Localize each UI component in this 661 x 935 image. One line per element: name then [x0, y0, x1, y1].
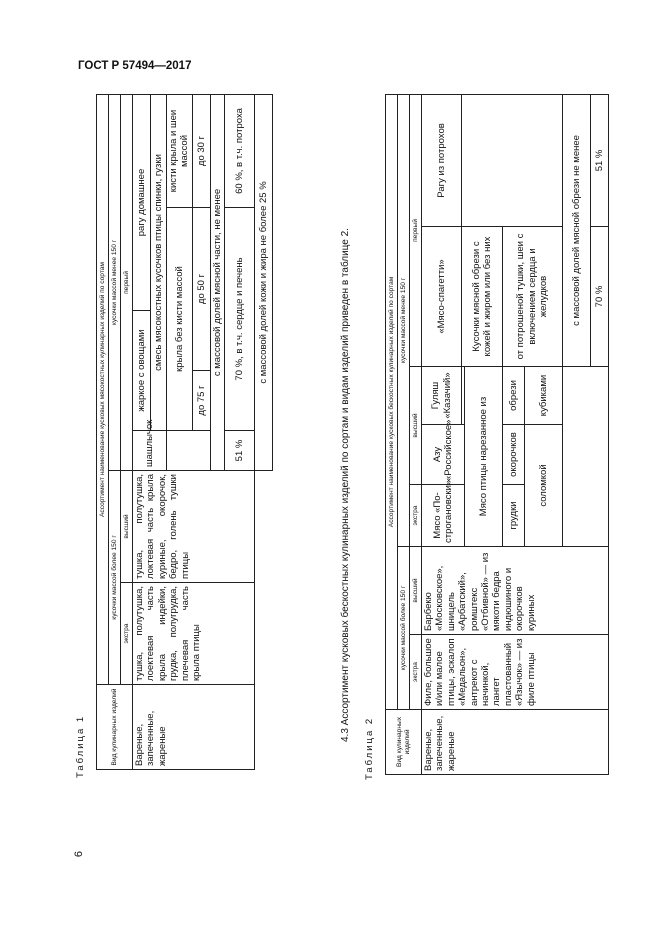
t1-group-less: кусочки массой менее 150 г [109, 95, 121, 471]
t1-grade-high: высший [121, 471, 133, 583]
t2-obrezy: обрези [503, 367, 525, 425]
t2-spaghetti: «Мясо-спагетти» [422, 227, 462, 367]
t1-d50: до 50 г [192, 208, 210, 371]
t2-from-carcass: от потрошеной тушки, шеи с включением сердца и желудков [503, 227, 563, 367]
t1-mix: смесь мясокостных кусочков птицы спинки, гузки [151, 95, 167, 431]
t2-col-type: Вид кулинарных изделий [386, 710, 422, 775]
t1-kisti: кисти крыла и шеи массой [167, 95, 193, 208]
t1-group-more: кусочки массой более 150 г [109, 471, 121, 685]
t2-grade-high: высший [410, 547, 422, 635]
t2-okor: окорочков [503, 425, 525, 485]
t1-meat-note: с массовой долей мясной части, не менее [210, 95, 224, 471]
t2-kubiki: кубиками [525, 367, 563, 425]
t1-skin: с массовой долей кожи и жира не более 25 % [255, 95, 273, 471]
t2-ragu: Рагу из потрохов [422, 94, 462, 226]
note-4-3: 4.3 Ассортимент кусковых бескостных кулинарных изделий по сортам и видам изделий приведен в таблице 2. [340, 228, 351, 742]
t1-extra: тушка, полутушка, лоектевая часть крыла индейки, грудка, полугрудка, плечевая часть крыла птицы [133, 583, 255, 685]
t2-extra-more: Филе, большое и/или малое птицы, эскалоп «Медальон», антрекот с начинкой, лангет пластованный «Язычок» — из филе птицы [422, 635, 609, 710]
t1-grade-extra: экстра [121, 583, 133, 685]
t2-group-more: кусочки массой более 150 г [398, 547, 410, 710]
t2-high-more: Барбекю «Московское», шницель «Арбатский», ромштекс «Отбивной» — из мякоти бедра индюшиного и окорочков куриных [422, 547, 609, 635]
table2 [385, 94, 609, 775]
t2-p70: 70 % [591, 227, 609, 367]
t1-d30: до 30 г [192, 95, 210, 208]
t1-p70: 70 %, в т.ч. сердце и печень [225, 208, 255, 431]
t1-col-type: Вид кулинарных изделий [97, 685, 133, 770]
t2-grade-extra: экстра [410, 635, 422, 710]
t1-type: Вареные, запеченные, жареные [133, 685, 255, 770]
t2-solomka: соломкой [525, 425, 563, 547]
t2-grade-high2: высший [410, 367, 422, 485]
t2-azu: Азу «Российское» [422, 425, 465, 485]
t1-p51: 51 % [225, 431, 255, 471]
t1-shashlik: шашлычок [133, 431, 167, 471]
table2-caption: Таблица 2 [364, 716, 375, 780]
standard-header: ГОСТ Р 57494—2017 [78, 60, 192, 72]
t2-group-less: кусочки массой менее 150 г [398, 94, 410, 546]
t1-ragu: рагу домашнее [133, 95, 151, 311]
table1-caption: Таблица 1 [75, 714, 86, 778]
t1-grade-first: первый [121, 95, 133, 471]
t2-gulyash: Гуляш «Казачий» [422, 367, 462, 425]
page-number: 6 [73, 850, 86, 858]
table1 [96, 94, 273, 770]
t2-top-header: Ассортимент наименование кусковых бескостных кулинарных изделий по сортам [386, 94, 398, 709]
t1-top-header: Ассортимент наименование кусковых мясокостных кулинарных изделий по сортам [97, 95, 109, 685]
t1-kr-bez: крыла без кисти массой [167, 208, 193, 431]
t2-meat-note: с массовой долей мясной обрези не менее [563, 94, 591, 366]
t2-grade-first: первый [410, 94, 422, 366]
t2-grudka: грудки [503, 485, 525, 547]
t2-pieces: Кусочки мясной обрези с кожей и жиром или без них [462, 227, 503, 367]
t1-high: тушка, полутушка, локтевая часть крыла куриные, окорочок, бедро, голень тушки птицы [133, 471, 255, 583]
t1-p60: 60 %, в т.ч. потроха [225, 95, 255, 208]
t1-zharkoe: жаркое с овощами [133, 311, 151, 431]
t2-type: Вареные, запеченные, жареные [422, 710, 609, 775]
t2-p51: 51 % [591, 94, 609, 226]
t2-grade-extra2: экстра [410, 485, 422, 547]
t2-meat-from: Мясо птицы нарезанное из [465, 367, 503, 547]
t2-beef: Мясо «По-строгановски» [422, 485, 465, 547]
t1-d75: до 75 г [192, 371, 210, 431]
